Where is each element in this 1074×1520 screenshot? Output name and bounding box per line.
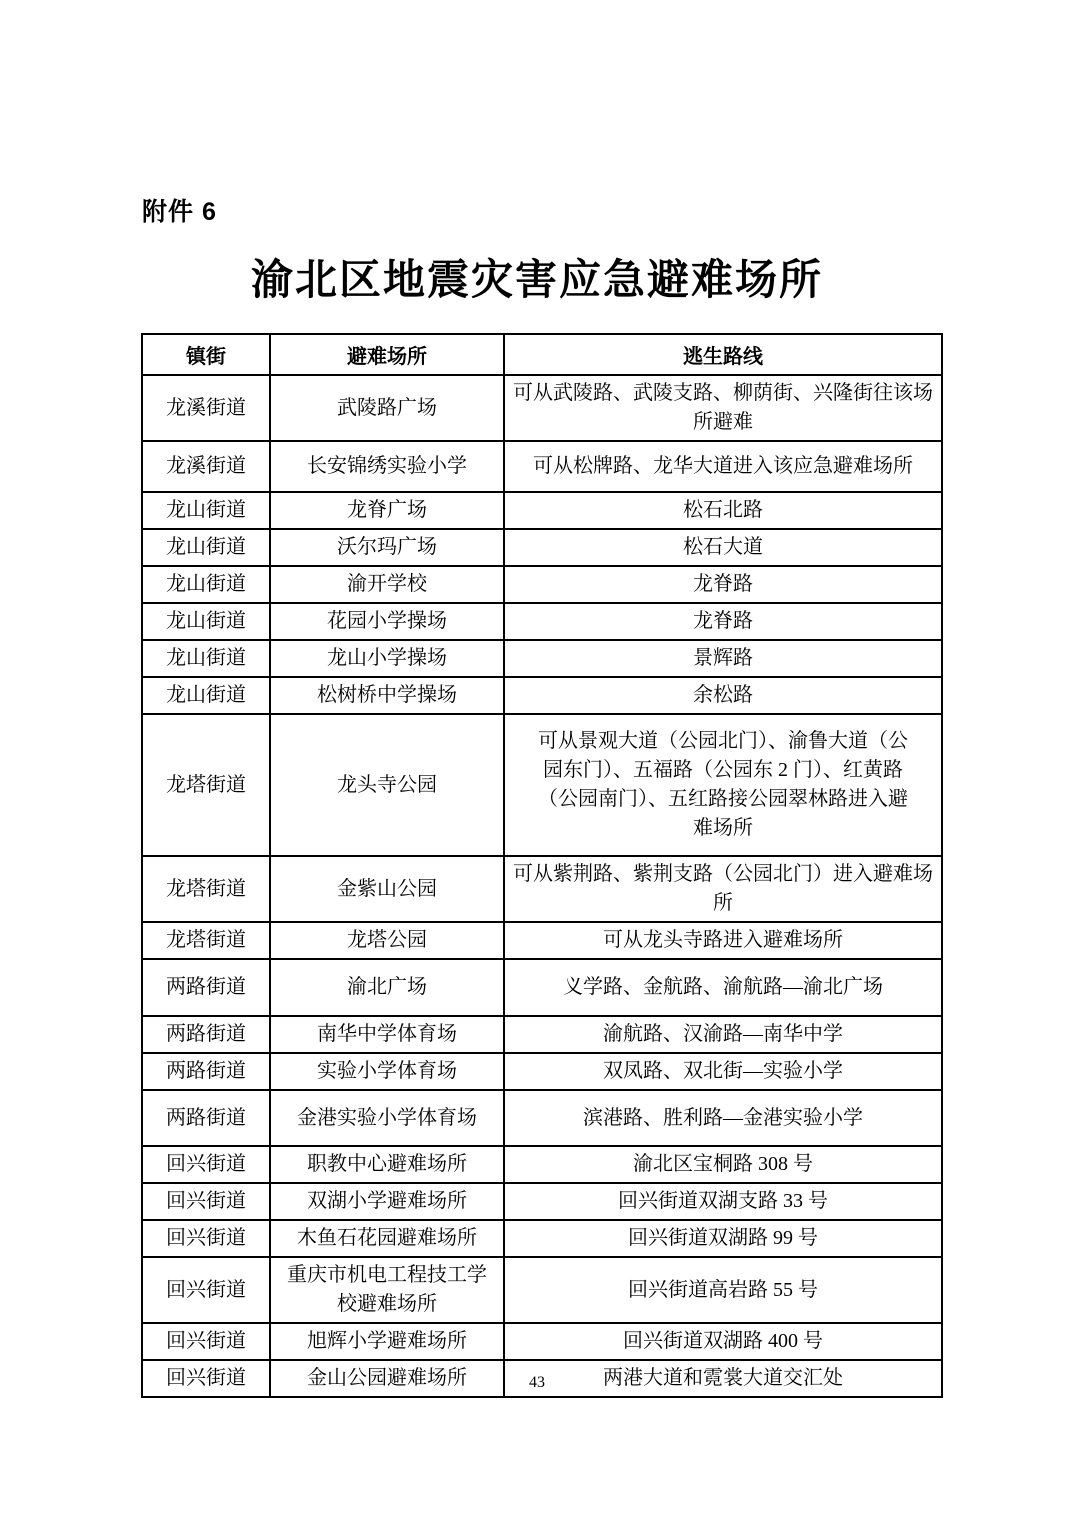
route-cell: 可从景观大道（公园北门）、渝鲁大道（公园东门）、五福路（公园东 2 门）、红黄路（公园南门）、五红路接公园翠林路进入避难场所 bbox=[504, 714, 942, 856]
place-cell: 南华中学体育场 bbox=[270, 1016, 504, 1053]
table-row bbox=[142, 1053, 942, 1090]
place-cell: 双湖小学避难场所 bbox=[270, 1183, 504, 1220]
place-cell: 职教中心避难场所 bbox=[270, 1146, 504, 1183]
route-cell: 回兴街道双湖路 400 号 bbox=[504, 1323, 942, 1360]
page-number: 43 bbox=[529, 1374, 545, 1391]
place-cell: 重庆市机电工程技工学校避难场所 bbox=[270, 1257, 504, 1323]
table-row bbox=[142, 640, 942, 677]
table-row bbox=[142, 1220, 942, 1257]
place-cell: 金紫山公园 bbox=[270, 856, 504, 922]
street-cell: 龙山街道 bbox=[142, 492, 270, 529]
table-row bbox=[142, 1146, 942, 1183]
place-cell: 长安锦绣实验小学 bbox=[270, 441, 504, 492]
place-cell: 渝北广场 bbox=[270, 959, 504, 1016]
street-cell: 龙塔街道 bbox=[142, 714, 270, 856]
route-cell: 回兴街道双湖路 99 号 bbox=[504, 1220, 942, 1257]
place-cell: 松树桥中学操场 bbox=[270, 677, 504, 714]
street-cell: 两路街道 bbox=[142, 1053, 270, 1090]
place-cell: 渝开学校 bbox=[270, 566, 504, 603]
street-cell: 龙山街道 bbox=[142, 677, 270, 714]
place-cell: 木鱼石花园避难场所 bbox=[270, 1220, 504, 1257]
table-row bbox=[142, 492, 942, 529]
route-cell: 义学路、金航路、渝航路—渝北广场 bbox=[504, 959, 942, 1016]
street-cell: 龙山街道 bbox=[142, 566, 270, 603]
place-cell: 金山公园避难场所 bbox=[270, 1360, 504, 1397]
shelter-table bbox=[141, 333, 943, 1398]
route-cell: 龙脊路 bbox=[504, 566, 942, 603]
place-cell: 龙塔公园 bbox=[270, 922, 504, 959]
street-cell: 龙溪街道 bbox=[142, 441, 270, 492]
place-cell: 花园小学操场 bbox=[270, 603, 504, 640]
table-row bbox=[142, 1257, 942, 1323]
attachment-label: 附件 6 bbox=[142, 198, 217, 226]
route-cell: 可从龙头寺路进入避难场所 bbox=[504, 922, 942, 959]
route-cell: 渝航路、汉渝路—南华中学 bbox=[504, 1016, 942, 1053]
street-cell: 回兴街道 bbox=[142, 1257, 270, 1323]
table-row bbox=[142, 714, 942, 856]
street-cell: 两路街道 bbox=[142, 1016, 270, 1053]
route-cell: 回兴街道双湖支路 33 号 bbox=[504, 1183, 942, 1220]
street-cell: 回兴街道 bbox=[142, 1183, 270, 1220]
table-row bbox=[142, 922, 942, 959]
street-cell: 龙塔街道 bbox=[142, 922, 270, 959]
route-cell: 渝北区宝桐路 308 号 bbox=[504, 1146, 942, 1183]
route-cell: 龙脊路 bbox=[504, 603, 942, 640]
table-row bbox=[142, 603, 942, 640]
table-row bbox=[142, 1183, 942, 1220]
table-row bbox=[142, 441, 942, 492]
street-cell: 回兴街道 bbox=[142, 1323, 270, 1360]
place-cell: 沃尔玛广场 bbox=[270, 529, 504, 566]
route-cell: 滨港路、胜利路—金港实验小学 bbox=[504, 1090, 942, 1146]
table-body bbox=[142, 375, 942, 1397]
route-cell: 两港大道和霓裳大道交汇处 bbox=[504, 1360, 942, 1397]
column-header-route: 逃生路线 bbox=[504, 334, 942, 375]
table-row bbox=[142, 529, 942, 566]
street-cell: 回兴街道 bbox=[142, 1220, 270, 1257]
street-cell: 龙塔街道 bbox=[142, 856, 270, 922]
table-row bbox=[142, 375, 942, 441]
route-cell: 双凤路、双北街—实验小学 bbox=[504, 1053, 942, 1090]
street-cell: 回兴街道 bbox=[142, 1360, 270, 1397]
table-row bbox=[142, 856, 942, 922]
route-cell: 可从武陵路、武陵支路、柳荫街、兴隆街往该场所避难 bbox=[504, 375, 942, 441]
place-cell: 实验小学体育场 bbox=[270, 1053, 504, 1090]
column-header-street: 镇街 bbox=[142, 334, 270, 375]
table-row bbox=[142, 959, 942, 1016]
table-header-row bbox=[142, 334, 942, 375]
table-row bbox=[142, 677, 942, 714]
table-row bbox=[142, 1323, 942, 1360]
place-cell: 龙脊广场 bbox=[270, 492, 504, 529]
place-cell: 龙山小学操场 bbox=[270, 640, 504, 677]
route-cell: 回兴街道高岩路 55 号 bbox=[504, 1257, 942, 1323]
street-cell: 回兴街道 bbox=[142, 1146, 270, 1183]
street-cell: 龙山街道 bbox=[142, 529, 270, 566]
table-row bbox=[142, 1090, 942, 1146]
street-cell: 龙山街道 bbox=[142, 603, 270, 640]
street-cell: 龙山街道 bbox=[142, 640, 270, 677]
street-cell: 两路街道 bbox=[142, 1090, 270, 1146]
route-cell: 余松路 bbox=[504, 677, 942, 714]
street-cell: 两路街道 bbox=[142, 959, 270, 1016]
place-cell: 旭辉小学避难场所 bbox=[270, 1323, 504, 1360]
place-cell: 龙头寺公园 bbox=[270, 714, 504, 856]
table-row bbox=[142, 1016, 942, 1053]
page-title: 渝北区地震灾害应急避难场所 bbox=[250, 258, 823, 304]
place-cell: 武陵路广场 bbox=[270, 375, 504, 441]
route-cell: 松石大道 bbox=[504, 529, 942, 566]
place-cell: 金港实验小学体育场 bbox=[270, 1090, 504, 1146]
table-row bbox=[142, 566, 942, 603]
route-cell: 松石北路 bbox=[504, 492, 942, 529]
route-cell: 可从松牌路、龙华大道进入该应急避难场所 bbox=[504, 441, 942, 492]
column-header-place: 避难场所 bbox=[270, 334, 504, 375]
street-cell: 龙溪街道 bbox=[142, 375, 270, 441]
route-cell: 可从紫荆路、紫荆支路（公园北门）进入避难场所 bbox=[504, 856, 942, 922]
route-cell: 景辉路 bbox=[504, 640, 942, 677]
